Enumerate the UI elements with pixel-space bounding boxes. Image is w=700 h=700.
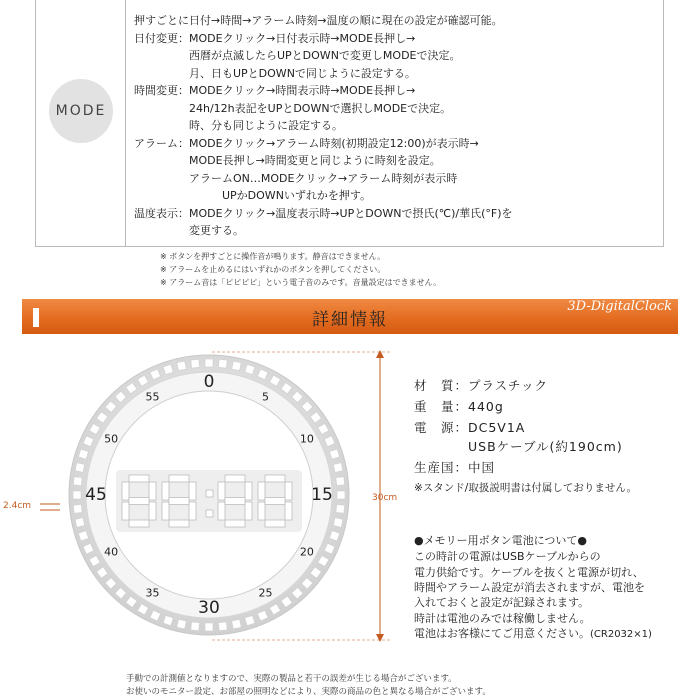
instruction-line: アラームON…MODEクリック→アラーム時刻が表示時 — [134, 172, 458, 185]
battery-line: 入れておくと設定が記録されます。 — [414, 596, 590, 609]
battery-line: この時計の電源はUSBケーブルからの — [414, 550, 601, 563]
clock-number: 40 — [104, 545, 119, 558]
instruction-line: 24h/12h表記をUPとDOWNで選択しMODEで決定。 — [134, 102, 452, 115]
clock-number: 30 — [198, 598, 220, 618]
clock-number: 25 — [258, 586, 273, 600]
instruction-line: 西暦が点滅したらUPとDOWNで変更しMODEで決定。 — [134, 49, 461, 62]
clock-number: 55 — [145, 390, 160, 404]
banner-brand: 3D-DigitalClock — [567, 299, 672, 314]
section-banner — [22, 299, 678, 334]
mode-badge: MODE — [49, 79, 113, 143]
battery-last: 電池はお客様にてご用意ください。 — [414, 627, 590, 640]
clock-number: 45 — [85, 485, 107, 505]
instruction-line: 時、分も同じように設定する。 — [134, 119, 343, 132]
spec-power: 電 源：DC5V1A — [414, 420, 526, 435]
instruction-line: 変更する。 — [134, 224, 244, 237]
note-line: ※ ボタンを押すごとに操作音が鳴ります。静音はできません。 — [160, 252, 386, 261]
note-line: ※ アラーム音は「ピピピピ」という電子音のみです。音量設定はできません。 — [160, 278, 442, 287]
spec-origin: 生産国：中国 — [414, 460, 496, 475]
table-divider — [125, 0, 126, 246]
battery-line: 電力供給です。ケーブルを抜くと電源が切れ、 — [414, 566, 644, 579]
spec-note: ※スタンド/取扱説明書は付属しておりません。 — [414, 482, 637, 494]
battery-line: 時計は電池のみでは稼働しません。 — [414, 612, 591, 625]
footer-line: お使いのモニター設定、お部屋の照明などにより、実際の商品の色と異なる場合がございます。 — [126, 687, 491, 697]
instruction-line: 時間変更：MODEクリック→時間表示時→MODE長押し→ — [134, 84, 416, 97]
clock-number: 35 — [145, 586, 160, 600]
clock-number: 5 — [262, 390, 269, 404]
spec-weight: 重 量：440g — [414, 399, 504, 414]
footer-line: 手動での計測値となりますので、実際の製品と若干の誤差が生じる場合がございます。 — [126, 674, 457, 684]
battery-spec: (CR2032×1) — [590, 629, 652, 640]
clock-number: 10 — [299, 432, 314, 445]
instruction-line: 押すごとに日付→時間→アラーム時刻→温度の順に現在の設定が確認可能。 — [134, 14, 503, 27]
clock-number: 0 — [203, 372, 215, 392]
battery-line: 時間やアラーム設定が消去されますが、電池を — [414, 581, 645, 594]
instruction-line: MODE長押し→時間変更と同じように時刻を設定。 — [134, 154, 441, 167]
banner-title: 詳細情報 — [312, 310, 388, 330]
instruction-line: アラーム：MODEクリック→アラーム時刻(初期設定12:00)が表示時→ — [134, 137, 479, 150]
spec-power-cable: USBケーブル(約190cm) — [414, 439, 623, 454]
note-line: ※ アラームを止めるにはいずれかのボタンを押してください。 — [160, 265, 386, 274]
instructions-table — [35, 0, 664, 247]
battery-heading: ●メモリー用ボタン電池について● — [414, 534, 587, 547]
depth-label: 2.4cm — [3, 501, 32, 511]
clock-number: 20 — [299, 545, 314, 558]
instruction-line: 日付変更：MODEクリック→日付表示時→MODE長押し→ — [134, 32, 416, 45]
instruction-line: 月、日もUPとDOWNで同じように設定する。 — [134, 67, 416, 80]
spec-material: 材 質：プラスチック — [414, 378, 549, 393]
clock-number: 15 — [311, 485, 333, 505]
instruction-line: UPかDOWNいずれかを押す。 — [134, 189, 372, 202]
diameter-label: 30cm — [372, 493, 398, 503]
battery-line — [414, 625, 652, 641]
instruction-line: 温度表示：MODEクリック→温度表示時→UPとDOWNで摂氏(℃)/華氏(°F)を — [134, 207, 513, 220]
dimension-lines — [0, 340, 420, 660]
clock-number: 50 — [104, 432, 119, 445]
